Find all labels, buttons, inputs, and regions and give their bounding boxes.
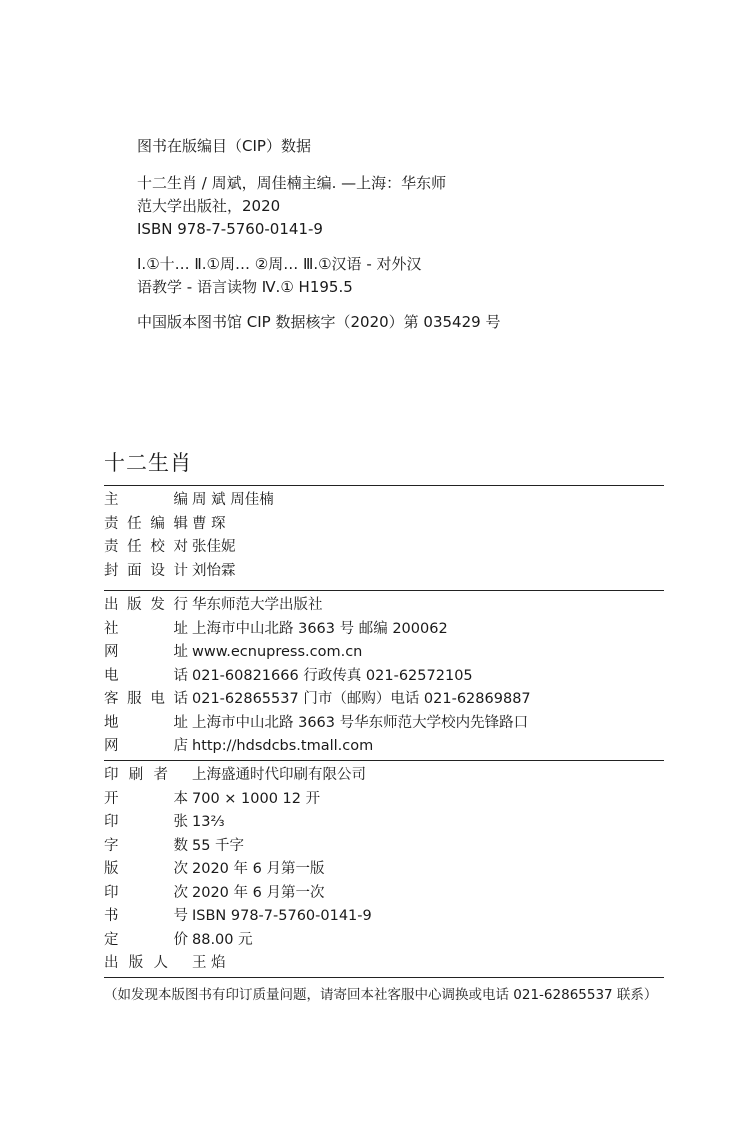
- editor-row-label: 责 任 校 对: [104, 539, 188, 555]
- editor-row: [104, 536, 664, 560]
- publisher-row-label: 网 店: [104, 738, 188, 754]
- print-row-value: 王 焰: [192, 955, 226, 971]
- print-row: [104, 788, 664, 812]
- print-row: [104, 929, 664, 953]
- publisher-row: [104, 688, 664, 712]
- editors-section: [104, 489, 664, 583]
- editor-row-label: 主 编: [104, 492, 188, 508]
- print-row: [104, 952, 664, 976]
- editor-row-value: 刘怡霖: [192, 562, 236, 579]
- print-row-label: 印 刷 者: [104, 767, 168, 783]
- print-row: [104, 835, 664, 859]
- print-info-section: [104, 764, 664, 976]
- editor-row-value: 曹 琛: [192, 515, 226, 532]
- publisher-row-label: 地 址: [104, 714, 188, 731]
- print-row-label: 定 价: [104, 931, 188, 948]
- editor-row-value: 张佳妮: [192, 539, 236, 555]
- print-row-label: 字 数: [104, 837, 188, 854]
- print-row-value: 2020 年 6 月第一次: [192, 884, 325, 901]
- publisher-row: [104, 641, 664, 665]
- print-row-value: 2020 年 6 月第一版: [192, 861, 325, 877]
- print-row: [104, 811, 664, 835]
- editor-row: [104, 513, 664, 537]
- editor-row: [104, 489, 664, 513]
- cip-isbn: ISBN 978-7-5760-0141-9: [137, 220, 323, 238]
- print-row-label: 出 版 人: [104, 955, 168, 971]
- print-row-value: 13⅔: [192, 814, 225, 830]
- publisher-row: [104, 712, 664, 736]
- publisher-section: [104, 594, 664, 759]
- print-divider: [104, 977, 664, 978]
- publisher-row-value: http://hdsdcbs.tmall.com: [192, 738, 374, 754]
- print-row: [104, 858, 664, 882]
- cip-subject-line-1: Ⅰ.①十… Ⅱ.①周… ②周… Ⅲ.①汉语 - 对外汉: [137, 255, 422, 273]
- publisher-row-value: www.ecnupress.com.cn: [192, 644, 363, 660]
- editor-row: [104, 560, 664, 584]
- publisher-row: [104, 594, 664, 618]
- editor-row-value: 周 斌 周佳楠: [192, 492, 274, 508]
- print-row-value: 55 千字: [192, 837, 245, 854]
- publisher-row-value: 华东师范大学出版社: [192, 597, 323, 613]
- publisher-row-value: 021-62865537 门市（邮购）电话 021-62869887: [192, 691, 531, 707]
- print-row-label: 版 次: [104, 861, 188, 877]
- cip-heading: 图书在版编目（CIP）数据: [137, 137, 311, 155]
- editor-row-label: 责 任 编 辑: [104, 515, 188, 532]
- title-divider: [104, 485, 664, 486]
- print-row-label: 书 号: [104, 908, 188, 924]
- cip-subjects: [137, 253, 577, 299]
- print-row-label: 印 张: [104, 814, 188, 830]
- publisher-divider: [104, 760, 664, 761]
- publisher-row-value: 021-60821666 行政传真 021-62572105: [192, 667, 473, 684]
- publisher-row: [104, 665, 664, 689]
- publisher-row-label: 网 址: [104, 644, 188, 660]
- publisher-row-label: 社 址: [104, 620, 188, 637]
- print-row-value: 88.00 元: [192, 931, 253, 948]
- publisher-row-label: 电 话: [104, 667, 188, 684]
- book-title: 十二生肖: [104, 451, 192, 475]
- cip-data-block: [137, 135, 577, 334]
- cip-entry: [137, 172, 577, 241]
- editor-row-label: 封 面 设 计: [104, 562, 188, 579]
- quality-notice: （如发现本版图书有印订质量问题，请寄回本社客服中心调换或电话 021-62865537 联系）: [104, 987, 658, 1003]
- publisher-row: [104, 618, 664, 642]
- publisher-row: [104, 735, 664, 759]
- publisher-row-label: 出 版 发 行: [104, 597, 188, 613]
- publisher-row-label: 客 服 电 话: [104, 691, 188, 707]
- cip-entry-line-2: 范大学出版社，2020: [137, 197, 281, 215]
- print-row-value: ISBN 978-7-5760-0141-9: [192, 908, 372, 924]
- print-row-value: 700 × 1000 12 开: [192, 790, 321, 807]
- editors-divider: [104, 590, 664, 591]
- publisher-row-value: 上海市中山北路 3663 号 邮编 200062: [192, 620, 448, 637]
- print-row-label: 开 本: [104, 790, 188, 807]
- cip-record-number: 中国版本图书馆 CIP 数据核字（2020）第 035429 号: [137, 313, 501, 331]
- publisher-row-value: 上海市中山北路 3663 号华东师范大学校内先锋路口: [192, 714, 529, 731]
- cip-subject-line-2: 语教学 - 语言读物 Ⅳ.① H195.5: [137, 278, 353, 296]
- cip-entry-line-1: 十二生肖 / 周斌，周佳楠主编. —上海：华东师: [137, 174, 447, 192]
- print-row: [104, 905, 664, 929]
- print-row-label: 印 次: [104, 884, 188, 901]
- print-row: [104, 764, 664, 788]
- print-row: [104, 882, 664, 906]
- print-row-value: 上海盛通时代印刷有限公司: [192, 767, 366, 783]
